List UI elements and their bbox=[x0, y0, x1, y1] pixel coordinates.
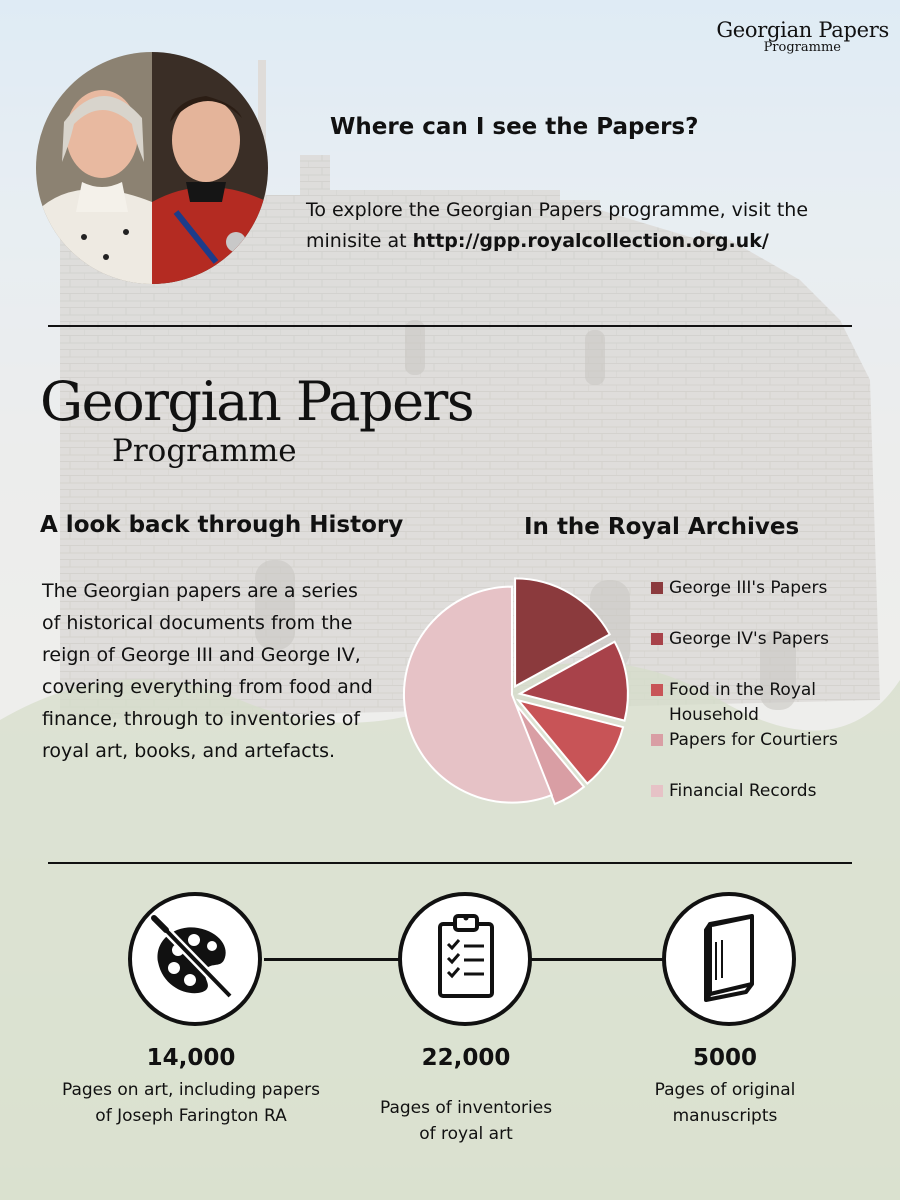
inventory-icon-circle bbox=[398, 892, 532, 1026]
stat-label: Pages of inventories of royal art bbox=[379, 1098, 553, 1144]
legend-item bbox=[651, 576, 891, 601]
legend-label: Financial Records bbox=[669, 781, 817, 801]
history-title: A look back through History bbox=[40, 512, 404, 538]
where-title: Where can I see the Papers? bbox=[330, 114, 699, 140]
divider-top bbox=[48, 325, 852, 327]
stat-label: Pages of original manuscripts bbox=[654, 1080, 796, 1126]
where-text bbox=[306, 195, 866, 257]
palette-icon bbox=[132, 896, 258, 1022]
legend-label: George IV's Papers bbox=[669, 629, 829, 649]
connector-line bbox=[264, 958, 400, 961]
legend-item bbox=[651, 678, 829, 728]
legend-label: George III's Papers bbox=[669, 578, 828, 598]
legend-swatch bbox=[651, 582, 663, 594]
history-body: The Georgian papers are a series of historical documents from the reign of George III and George IV, covering everything from food and finance, through to inventories of royal art, books, and artefacts. bbox=[42, 580, 373, 762]
chart-title: In the Royal Archives bbox=[524, 514, 800, 540]
art-icon-circle bbox=[128, 892, 262, 1026]
kings-portrait bbox=[36, 52, 268, 284]
divider-bottom bbox=[48, 862, 852, 864]
connector-line bbox=[530, 958, 664, 961]
legend-item bbox=[651, 627, 891, 652]
logo-small bbox=[714, 18, 889, 55]
logo-large bbox=[40, 372, 480, 470]
legend-swatch bbox=[651, 734, 663, 746]
chart-legend bbox=[651, 576, 891, 804]
manuscripts-icon-circle bbox=[662, 892, 796, 1026]
where-text-body: To explore the Georgian Papers programme, visit the minisite at bbox=[306, 199, 809, 252]
stat-label: Pages on art, including papers of Joseph Farington RA bbox=[61, 1080, 320, 1126]
legend-swatch bbox=[651, 633, 663, 645]
stat-number: 5000 bbox=[692, 1045, 757, 1071]
logo-small-line2: Programme bbox=[763, 40, 841, 55]
stat-art bbox=[41, 1043, 341, 1129]
logo-small-line1: Georgian Papers bbox=[716, 18, 889, 42]
logo-large-line1: Georgian Papers bbox=[40, 370, 474, 433]
legend-label: Food in the Royal Household bbox=[669, 680, 817, 725]
archives-pie-chart bbox=[370, 570, 650, 820]
book-icon bbox=[666, 896, 792, 1022]
stat-manuscripts bbox=[575, 1043, 875, 1129]
legend-label: Papers for Courtiers bbox=[669, 730, 838, 750]
stat-number: 22,000 bbox=[421, 1045, 511, 1071]
legend-swatch bbox=[651, 684, 663, 696]
logo-large-line2: Programme bbox=[112, 433, 297, 469]
stat-number: 14,000 bbox=[146, 1045, 236, 1071]
legend-item bbox=[651, 728, 891, 753]
legend-swatch bbox=[651, 785, 663, 797]
legend-item bbox=[651, 779, 891, 804]
clipboard-icon bbox=[402, 896, 528, 1022]
stat-inventories bbox=[316, 1043, 616, 1147]
minisite-link[interactable]: http://gpp.royalcollection.org.uk/ bbox=[412, 230, 769, 252]
